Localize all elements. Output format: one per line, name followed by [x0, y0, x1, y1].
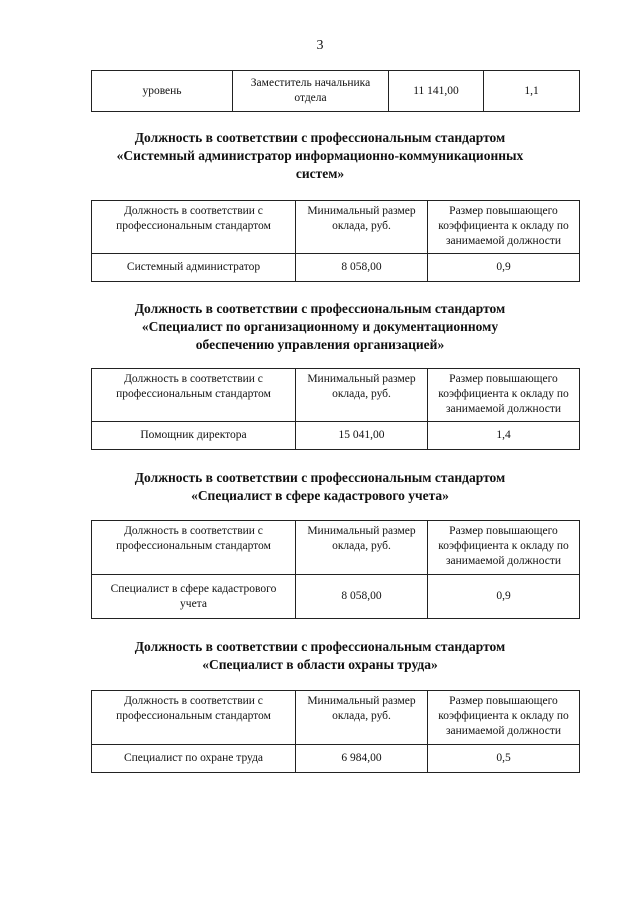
- table-header-row: [92, 369, 580, 422]
- header-position: Должность в соответствии с профессиональным стандартом: [92, 691, 296, 745]
- position-cell: Специалист по охране труда: [92, 745, 296, 773]
- table-row: [92, 71, 580, 112]
- table-row: [92, 422, 580, 450]
- page-number: 3: [316, 38, 324, 53]
- salary-cell: 6 984,00: [296, 745, 428, 773]
- header-position: Должность в соответствии с профессиональным стандартом: [92, 369, 296, 422]
- salary-cell: 15 041,00: [296, 422, 428, 450]
- position-cell: Специалист в сфере кадастрового учета: [92, 575, 296, 619]
- section-heading: Должность в соответствии с профессиональным стандартом «Системный администратор информационно-коммуникационных систем»: [116, 130, 524, 182]
- header-position: Должность в соответствии с профессиональным стандартом: [92, 521, 296, 575]
- header-coefficient: Размер повышающего коэффициента к окладу по занимаемой должности: [428, 691, 580, 745]
- header-salary: Минимальный размер оклада, руб.: [296, 201, 428, 254]
- salary-table: [91, 690, 580, 773]
- coefficient-cell: 1,4: [428, 422, 580, 450]
- header-salary: Минимальный размер оклада, руб.: [296, 691, 428, 745]
- position-cell: Помощник директора: [92, 422, 296, 450]
- coefficient-cell: 0,9: [428, 575, 580, 619]
- table-row: [92, 254, 580, 282]
- header-coefficient: Размер повышающего коэффициента к окладу по занимаемой должности: [428, 369, 580, 422]
- header-position: Должность в соответствии с профессиональным стандартом: [92, 201, 296, 254]
- salary-table: [91, 200, 580, 282]
- header-salary: Минимальный размер оклада, руб.: [296, 369, 428, 422]
- continuation-table: [91, 70, 580, 112]
- header-coefficient: Размер повышающего коэффициента к окладу по занимаемой должности: [428, 201, 580, 254]
- coefficient-cell: 0,9: [428, 254, 580, 282]
- level-cell: уровень: [92, 71, 233, 112]
- section-heading: Должность в соответствии с профессиональным стандартом «Специалист в сфере кадастрового учета»: [134, 470, 506, 504]
- section-heading: Должность в соответствии с профессиональным стандартом «Специалист по организационному и документационному обеспечению управления организацией»: [134, 301, 506, 353]
- coefficient-cell: 0,5: [428, 745, 580, 773]
- table-header-row: [92, 521, 580, 575]
- coefficient-cell: 1,1: [484, 71, 580, 112]
- table-row: [92, 745, 580, 773]
- table-header-row: [92, 691, 580, 745]
- position-cell: Системный администратор: [92, 254, 296, 282]
- salary-cell: 11 141,00: [389, 71, 484, 112]
- salary-cell: 8 058,00: [296, 575, 428, 619]
- salary-table: [91, 520, 580, 619]
- table-header-row: [92, 201, 580, 254]
- header-salary: Минимальный размер оклада, руб.: [296, 521, 428, 575]
- table-row: [92, 575, 580, 619]
- salary-cell: 8 058,00: [296, 254, 428, 282]
- position-cell: Заместитель начальника отдела: [233, 71, 389, 112]
- section-heading: Должность в соответствии с профессиональным стандартом «Специалист в области охраны труда»: [134, 639, 506, 673]
- header-coefficient: Размер повышающего коэффициента к окладу по занимаемой должности: [428, 521, 580, 575]
- salary-table: [91, 368, 580, 450]
